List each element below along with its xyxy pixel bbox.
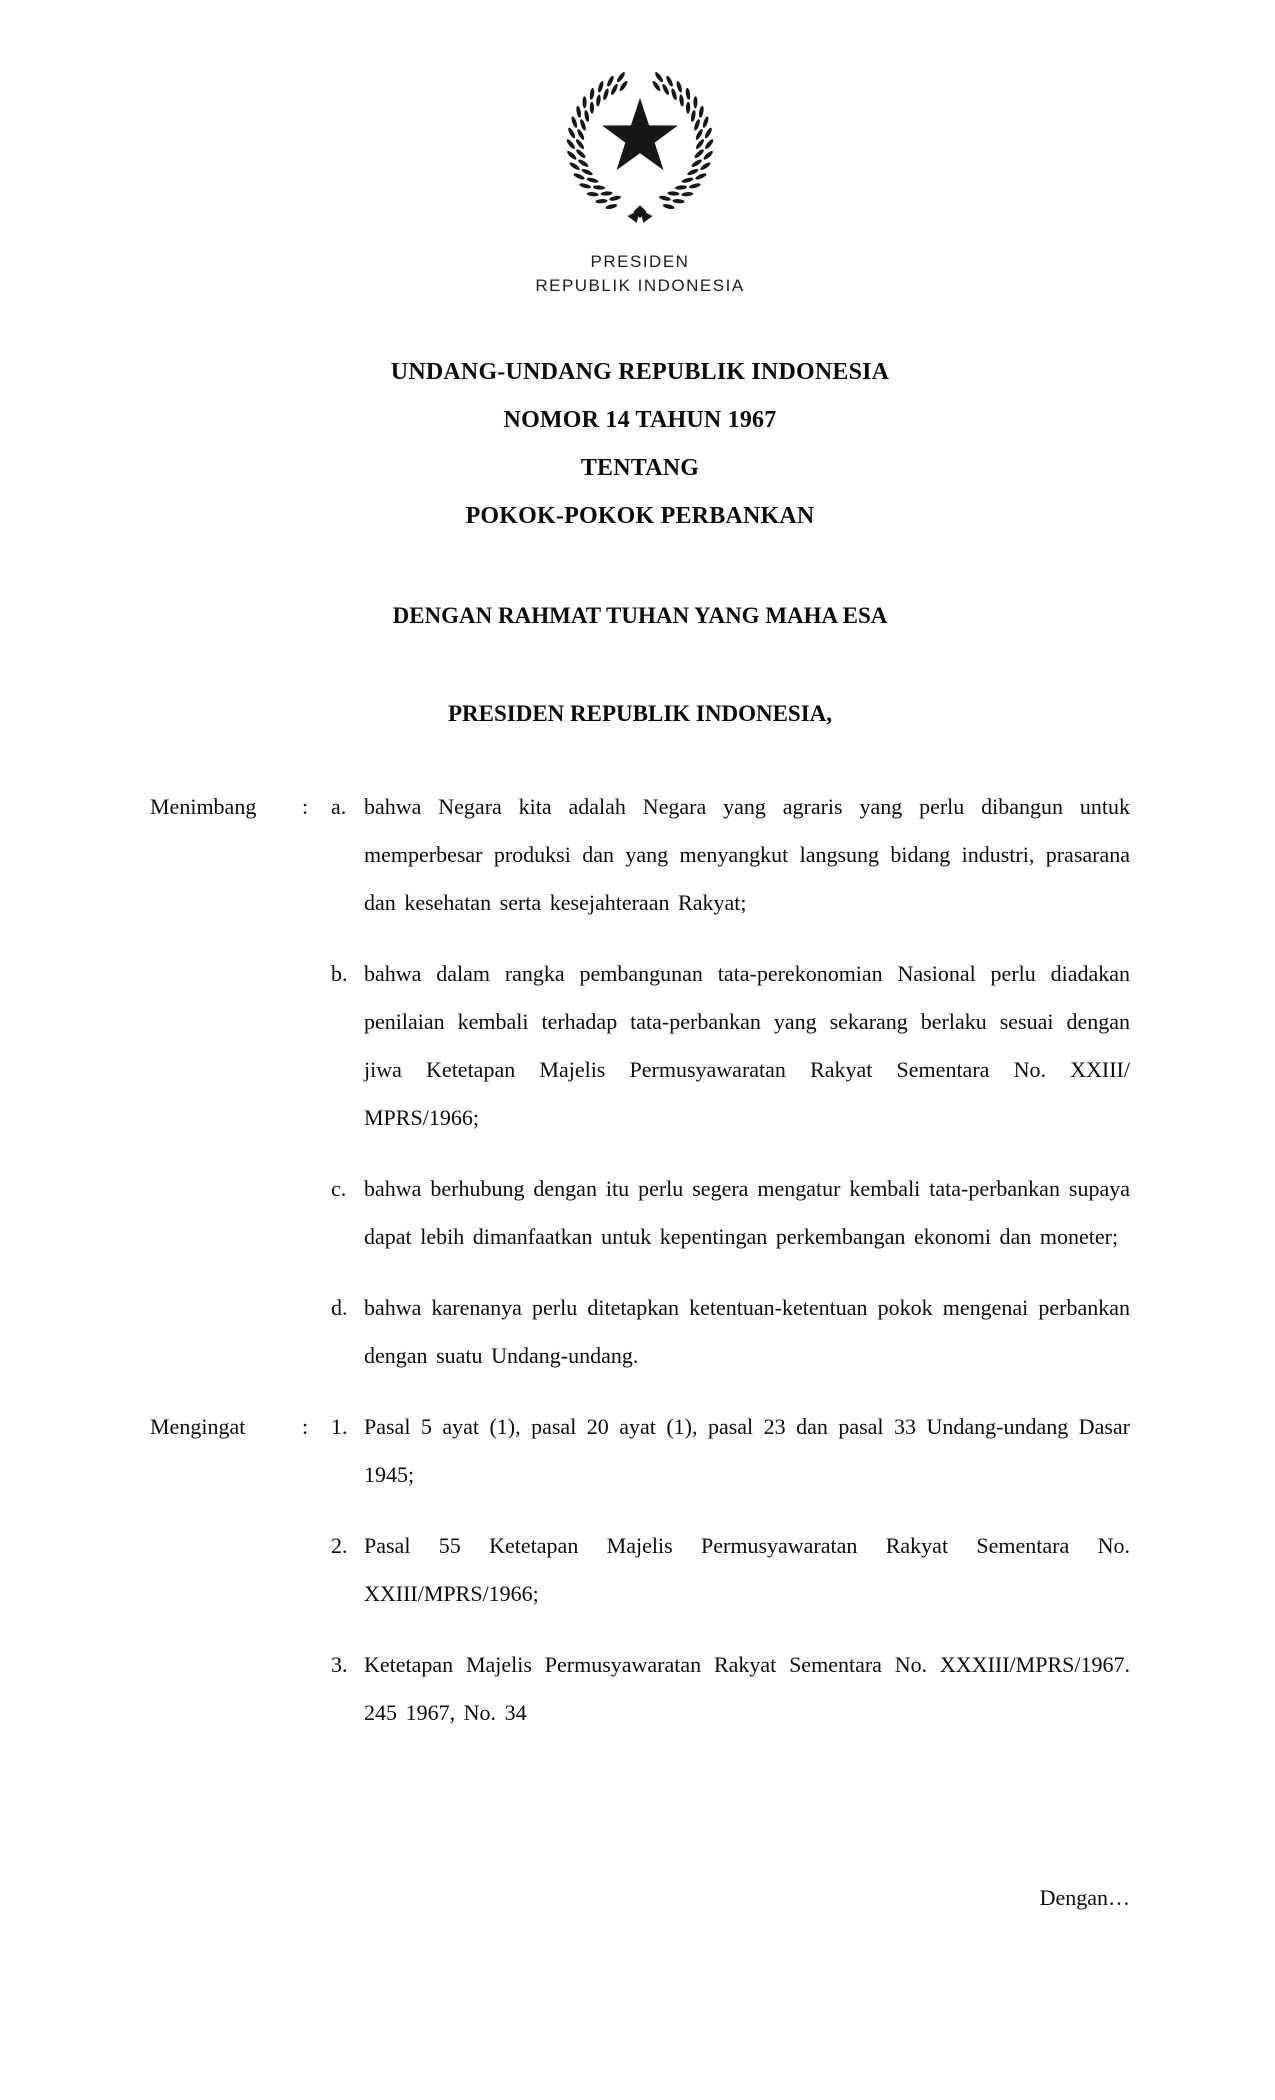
item-text: Ketetapan Majelis Permusyawaratan Rakyat Sementara No. XXXIII/MPRS/1967. 245 1967, No. 34 <box>364 1652 1130 1725</box>
item-text: Pasal 55 Ketetapan Majelis Permusyawaratan Rakyat Sementara No. XXIII/MPRS/1966; <box>364 1533 1130 1606</box>
item-text: bahwa Negara kita adalah Negara yang agraris yang perlu dibangun untuk memperbesar produksi dan yang menyangkut langsung bidang industri, prasarana dan kesehatan serta kesejahteraan Rakyat; <box>364 794 1130 915</box>
list-item <box>331 1165 1130 1261</box>
title-line-law-name: UNDANG-UNDANG REPUBLIK INDONESIA <box>390 359 890 385</box>
list-item <box>331 950 1130 1142</box>
presidential-seal <box>150 66 1130 238</box>
title-line-number-year: NOMOR 14 TAHUN 1967 <box>503 407 777 433</box>
list-item <box>331 1522 1130 1618</box>
list-item <box>331 1641 1130 1737</box>
item-marker: 2. <box>331 1533 348 1558</box>
list-item <box>331 783 1130 927</box>
item-text: bahwa karenanya perlu ditetapkan ketentuan-ketentuan pokok mengenai perbankan dengan suatu Undang-undang. <box>364 1295 1130 1368</box>
item-marker: 1. <box>331 1414 348 1439</box>
agency-line-2: REPUBLIK INDONESIA <box>535 276 745 295</box>
clause-label: Menimbang <box>150 794 257 819</box>
page-catchword: Dengan… <box>1039 1885 1130 1910</box>
agency-line-1: PRESIDEN <box>590 252 690 271</box>
issuer-line: PRESIDEN REPUBLIK INDONESIA, <box>447 701 833 726</box>
clause-label: Mengingat <box>150 1414 246 1439</box>
clause-colon: : <box>302 794 309 819</box>
item-text: Pasal 5 ayat (1), pasal 20 ayat (1), pasal 23 dan pasal 33 Undang-undang Dasar 1945; <box>364 1414 1130 1487</box>
list-item <box>331 1284 1130 1380</box>
menimbang-clause <box>150 783 1130 1403</box>
mengingat-clause <box>150 1403 1130 1760</box>
star-wreath-seal-icon <box>555 66 725 233</box>
star-icon <box>602 98 678 170</box>
item-marker: b. <box>331 961 348 986</box>
issuing-authority-header <box>150 250 1130 298</box>
clause-colon: : <box>302 1414 309 1439</box>
wreath-bow-icon <box>628 205 653 223</box>
list-item <box>331 1403 1130 1499</box>
title-line-subject: POKOK-POKOK PERBANKAN <box>465 503 815 529</box>
item-marker: c. <box>331 1176 347 1201</box>
title-line-tentang: TENTANG <box>580 455 700 481</box>
item-text: bahwa berhubung dengan itu perlu segera mengatur kembali tata-perbankan supaya dapat lebih dimanfaatkan untuk kepentingan perkembangan ekonomi dan moneter; <box>364 1176 1130 1249</box>
item-marker: a. <box>331 794 347 819</box>
invocation-line: DENGAN RAHMAT TUHAN YANG MAHA ESA <box>392 603 888 628</box>
item-text: bahwa dalam rangka pembangunan tata-perekonomian Nasional perlu diadakan penilaian kembali terhadap tata-perbankan yang sekarang berlaku sesuai dengan jiwa Ketetapan Majelis Permusyawaratan Rakyat Sementara No. XXIII/ MPRS/1966; <box>364 961 1130 1130</box>
preamble-clauses <box>150 783 1130 1760</box>
item-marker: d. <box>331 1295 348 1320</box>
item-marker: 3. <box>331 1652 348 1677</box>
law-title-block <box>150 348 1130 540</box>
